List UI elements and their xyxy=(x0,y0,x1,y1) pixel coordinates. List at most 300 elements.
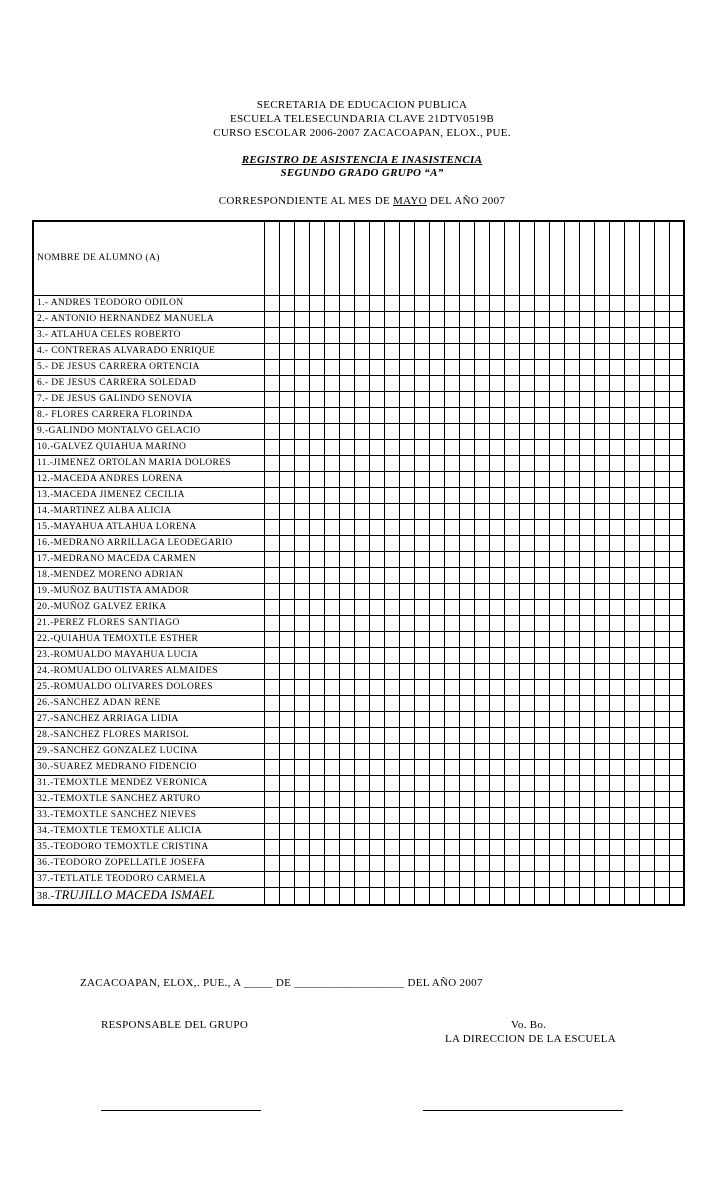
attendance-cell[interactable] xyxy=(279,600,294,616)
attendance-cell[interactable] xyxy=(504,728,519,744)
attendance-cell[interactable] xyxy=(459,408,474,424)
attendance-cell[interactable] xyxy=(309,440,324,456)
attendance-cell[interactable] xyxy=(534,792,549,808)
attendance-cell[interactable] xyxy=(534,600,549,616)
attendance-cell[interactable] xyxy=(399,552,414,568)
attendance-cell[interactable] xyxy=(294,632,309,648)
attendance-cell[interactable] xyxy=(354,360,369,376)
attendance-cell[interactable] xyxy=(384,728,399,744)
attendance-cell[interactable] xyxy=(399,296,414,312)
attendance-cell[interactable] xyxy=(324,680,339,696)
attendance-cell[interactable] xyxy=(354,600,369,616)
attendance-cell[interactable] xyxy=(549,888,564,906)
attendance-cell[interactable] xyxy=(369,728,384,744)
attendance-cell[interactable] xyxy=(519,792,534,808)
attendance-cell[interactable] xyxy=(429,552,444,568)
attendance-cell[interactable] xyxy=(429,856,444,872)
attendance-cell[interactable] xyxy=(339,408,354,424)
attendance-cell[interactable] xyxy=(384,456,399,472)
attendance-cell[interactable] xyxy=(639,856,654,872)
attendance-cell[interactable] xyxy=(414,536,429,552)
attendance-cell[interactable] xyxy=(294,840,309,856)
attendance-cell[interactable] xyxy=(264,760,279,776)
attendance-cell[interactable] xyxy=(594,856,609,872)
attendance-cell[interactable] xyxy=(459,296,474,312)
attendance-cell[interactable] xyxy=(639,408,654,424)
attendance-cell[interactable] xyxy=(294,456,309,472)
attendance-cell[interactable] xyxy=(579,376,594,392)
attendance-cell[interactable] xyxy=(519,776,534,792)
attendance-cell[interactable] xyxy=(624,728,639,744)
attendance-cell[interactable] xyxy=(489,456,504,472)
attendance-cell[interactable] xyxy=(564,440,579,456)
attendance-cell[interactable] xyxy=(549,408,564,424)
attendance-cell[interactable] xyxy=(354,520,369,536)
attendance-cell[interactable] xyxy=(654,600,669,616)
attendance-cell[interactable] xyxy=(624,472,639,488)
attendance-cell[interactable] xyxy=(504,472,519,488)
attendance-cell[interactable] xyxy=(519,296,534,312)
attendance-cell[interactable] xyxy=(294,312,309,328)
attendance-cell[interactable] xyxy=(654,696,669,712)
attendance-cell[interactable] xyxy=(474,408,489,424)
attendance-cell[interactable] xyxy=(654,424,669,440)
attendance-cell[interactable] xyxy=(489,840,504,856)
attendance-cell[interactable] xyxy=(294,680,309,696)
attendance-cell[interactable] xyxy=(549,648,564,664)
attendance-cell[interactable] xyxy=(519,760,534,776)
attendance-cell[interactable] xyxy=(579,792,594,808)
attendance-cell[interactable] xyxy=(354,312,369,328)
attendance-cell[interactable] xyxy=(384,472,399,488)
attendance-cell[interactable] xyxy=(369,712,384,728)
attendance-cell[interactable] xyxy=(474,744,489,760)
attendance-cell[interactable] xyxy=(669,488,684,504)
attendance-cell[interactable] xyxy=(384,584,399,600)
attendance-cell[interactable] xyxy=(324,536,339,552)
attendance-cell[interactable] xyxy=(474,680,489,696)
attendance-cell[interactable] xyxy=(489,824,504,840)
attendance-cell[interactable] xyxy=(564,312,579,328)
attendance-cell[interactable] xyxy=(504,456,519,472)
attendance-cell[interactable] xyxy=(354,552,369,568)
attendance-cell[interactable] xyxy=(294,504,309,520)
attendance-cell[interactable] xyxy=(564,872,579,888)
attendance-cell[interactable] xyxy=(264,520,279,536)
attendance-cell[interactable] xyxy=(474,872,489,888)
attendance-cell[interactable] xyxy=(489,520,504,536)
attendance-cell[interactable] xyxy=(459,536,474,552)
attendance-cell[interactable] xyxy=(654,680,669,696)
attendance-cell[interactable] xyxy=(579,552,594,568)
attendance-cell[interactable] xyxy=(459,440,474,456)
attendance-cell[interactable] xyxy=(639,344,654,360)
attendance-cell[interactable] xyxy=(279,376,294,392)
attendance-cell[interactable] xyxy=(309,296,324,312)
attendance-cell[interactable] xyxy=(519,392,534,408)
attendance-cell[interactable] xyxy=(309,488,324,504)
attendance-cell[interactable] xyxy=(459,712,474,728)
attendance-cell[interactable] xyxy=(324,488,339,504)
attendance-cell[interactable] xyxy=(669,376,684,392)
attendance-cell[interactable] xyxy=(459,472,474,488)
attendance-cell[interactable] xyxy=(564,408,579,424)
attendance-cell[interactable] xyxy=(339,696,354,712)
attendance-cell[interactable] xyxy=(414,744,429,760)
attendance-cell[interactable] xyxy=(594,728,609,744)
attendance-cell[interactable] xyxy=(459,376,474,392)
attendance-cell[interactable] xyxy=(504,888,519,906)
attendance-cell[interactable] xyxy=(594,696,609,712)
attendance-cell[interactable] xyxy=(429,808,444,824)
attendance-cell[interactable] xyxy=(504,600,519,616)
attendance-cell[interactable] xyxy=(549,472,564,488)
attendance-cell[interactable] xyxy=(624,856,639,872)
attendance-cell[interactable] xyxy=(474,792,489,808)
attendance-cell[interactable] xyxy=(594,408,609,424)
attendance-cell[interactable] xyxy=(339,440,354,456)
attendance-cell[interactable] xyxy=(609,856,624,872)
attendance-cell[interactable] xyxy=(564,392,579,408)
attendance-cell[interactable] xyxy=(579,392,594,408)
attendance-cell[interactable] xyxy=(339,536,354,552)
attendance-cell[interactable] xyxy=(369,344,384,360)
attendance-cell[interactable] xyxy=(444,616,459,632)
attendance-cell[interactable] xyxy=(474,376,489,392)
attendance-cell[interactable] xyxy=(354,440,369,456)
attendance-cell[interactable] xyxy=(594,824,609,840)
attendance-cell[interactable] xyxy=(384,744,399,760)
attendance-cell[interactable] xyxy=(339,424,354,440)
attendance-cell[interactable] xyxy=(669,568,684,584)
attendance-cell[interactable] xyxy=(309,616,324,632)
attendance-cell[interactable] xyxy=(324,744,339,760)
attendance-cell[interactable] xyxy=(339,392,354,408)
attendance-cell[interactable] xyxy=(549,360,564,376)
attendance-cell[interactable] xyxy=(534,552,549,568)
attendance-cell[interactable] xyxy=(414,504,429,520)
attendance-cell[interactable] xyxy=(294,744,309,760)
attendance-cell[interactable] xyxy=(474,312,489,328)
attendance-cell[interactable] xyxy=(504,856,519,872)
attendance-cell[interactable] xyxy=(354,408,369,424)
attendance-cell[interactable] xyxy=(339,296,354,312)
attendance-cell[interactable] xyxy=(669,872,684,888)
attendance-cell[interactable] xyxy=(474,696,489,712)
attendance-cell[interactable] xyxy=(459,872,474,888)
attendance-cell[interactable] xyxy=(474,536,489,552)
attendance-cell[interactable] xyxy=(369,568,384,584)
attendance-cell[interactable] xyxy=(429,632,444,648)
attendance-cell[interactable] xyxy=(564,888,579,906)
attendance-cell[interactable] xyxy=(429,648,444,664)
attendance-cell[interactable] xyxy=(399,808,414,824)
attendance-cell[interactable] xyxy=(459,360,474,376)
attendance-cell[interactable] xyxy=(459,760,474,776)
attendance-cell[interactable] xyxy=(369,760,384,776)
attendance-cell[interactable] xyxy=(429,296,444,312)
attendance-cell[interactable] xyxy=(429,536,444,552)
attendance-cell[interactable] xyxy=(639,776,654,792)
attendance-cell[interactable] xyxy=(489,424,504,440)
attendance-cell[interactable] xyxy=(549,424,564,440)
attendance-cell[interactable] xyxy=(369,776,384,792)
attendance-cell[interactable] xyxy=(384,696,399,712)
attendance-cell[interactable] xyxy=(294,536,309,552)
attendance-cell[interactable] xyxy=(264,600,279,616)
attendance-cell[interactable] xyxy=(624,568,639,584)
attendance-cell[interactable] xyxy=(534,648,549,664)
attendance-cell[interactable] xyxy=(489,872,504,888)
attendance-cell[interactable] xyxy=(654,328,669,344)
attendance-cell[interactable] xyxy=(444,696,459,712)
attendance-cell[interactable] xyxy=(489,568,504,584)
attendance-cell[interactable] xyxy=(309,408,324,424)
attendance-cell[interactable] xyxy=(339,632,354,648)
attendance-cell[interactable] xyxy=(519,504,534,520)
attendance-cell[interactable] xyxy=(264,584,279,600)
attendance-cell[interactable] xyxy=(639,504,654,520)
attendance-cell[interactable] xyxy=(474,552,489,568)
attendance-cell[interactable] xyxy=(669,680,684,696)
attendance-cell[interactable] xyxy=(354,824,369,840)
attendance-cell[interactable] xyxy=(264,808,279,824)
attendance-cell[interactable] xyxy=(384,296,399,312)
attendance-cell[interactable] xyxy=(624,392,639,408)
attendance-cell[interactable] xyxy=(369,328,384,344)
attendance-cell[interactable] xyxy=(444,744,459,760)
attendance-cell[interactable] xyxy=(369,536,384,552)
attendance-cell[interactable] xyxy=(639,824,654,840)
attendance-cell[interactable] xyxy=(264,824,279,840)
attendance-cell[interactable] xyxy=(354,456,369,472)
attendance-cell[interactable] xyxy=(489,504,504,520)
attendance-cell[interactable] xyxy=(399,520,414,536)
attendance-cell[interactable] xyxy=(309,696,324,712)
attendance-cell[interactable] xyxy=(444,840,459,856)
attendance-cell[interactable] xyxy=(594,520,609,536)
attendance-cell[interactable] xyxy=(459,856,474,872)
attendance-cell[interactable] xyxy=(339,376,354,392)
attendance-cell[interactable] xyxy=(279,728,294,744)
attendance-cell[interactable] xyxy=(489,808,504,824)
attendance-cell[interactable] xyxy=(669,504,684,520)
attendance-cell[interactable] xyxy=(324,888,339,906)
attendance-cell[interactable] xyxy=(474,840,489,856)
attendance-cell[interactable] xyxy=(264,568,279,584)
attendance-cell[interactable] xyxy=(384,616,399,632)
attendance-cell[interactable] xyxy=(414,600,429,616)
attendance-cell[interactable] xyxy=(489,328,504,344)
attendance-cell[interactable] xyxy=(264,888,279,906)
attendance-cell[interactable] xyxy=(474,424,489,440)
attendance-cell[interactable] xyxy=(504,696,519,712)
attendance-cell[interactable] xyxy=(489,376,504,392)
attendance-cell[interactable] xyxy=(654,296,669,312)
attendance-cell[interactable] xyxy=(414,552,429,568)
attendance-cell[interactable] xyxy=(414,440,429,456)
attendance-cell[interactable] xyxy=(339,504,354,520)
attendance-cell[interactable] xyxy=(369,408,384,424)
attendance-cell[interactable] xyxy=(504,296,519,312)
attendance-cell[interactable] xyxy=(594,888,609,906)
attendance-cell[interactable] xyxy=(654,520,669,536)
attendance-cell[interactable] xyxy=(669,296,684,312)
attendance-cell[interactable] xyxy=(459,744,474,760)
attendance-cell[interactable] xyxy=(549,872,564,888)
attendance-cell[interactable] xyxy=(654,456,669,472)
attendance-cell[interactable] xyxy=(414,664,429,680)
attendance-cell[interactable] xyxy=(309,808,324,824)
attendance-cell[interactable] xyxy=(549,760,564,776)
attendance-cell[interactable] xyxy=(549,584,564,600)
attendance-cell[interactable] xyxy=(399,872,414,888)
attendance-cell[interactable] xyxy=(609,680,624,696)
attendance-cell[interactable] xyxy=(294,520,309,536)
attendance-cell[interactable] xyxy=(309,824,324,840)
attendance-cell[interactable] xyxy=(504,408,519,424)
attendance-cell[interactable] xyxy=(609,888,624,906)
attendance-cell[interactable] xyxy=(414,344,429,360)
attendance-cell[interactable] xyxy=(594,568,609,584)
attendance-cell[interactable] xyxy=(504,360,519,376)
attendance-cell[interactable] xyxy=(324,552,339,568)
attendance-cell[interactable] xyxy=(384,824,399,840)
attendance-cell[interactable] xyxy=(324,728,339,744)
attendance-cell[interactable] xyxy=(384,424,399,440)
attendance-cell[interactable] xyxy=(354,888,369,906)
attendance-cell[interactable] xyxy=(519,536,534,552)
attendance-cell[interactable] xyxy=(309,664,324,680)
attendance-cell[interactable] xyxy=(579,456,594,472)
attendance-cell[interactable] xyxy=(309,536,324,552)
attendance-cell[interactable] xyxy=(279,872,294,888)
attendance-cell[interactable] xyxy=(369,552,384,568)
attendance-cell[interactable] xyxy=(624,776,639,792)
attendance-cell[interactable] xyxy=(504,520,519,536)
attendance-cell[interactable] xyxy=(624,328,639,344)
attendance-cell[interactable] xyxy=(534,824,549,840)
attendance-cell[interactable] xyxy=(639,648,654,664)
attendance-cell[interactable] xyxy=(294,856,309,872)
attendance-cell[interactable] xyxy=(534,376,549,392)
attendance-cell[interactable] xyxy=(414,840,429,856)
attendance-cell[interactable] xyxy=(279,840,294,856)
attendance-cell[interactable] xyxy=(384,328,399,344)
attendance-cell[interactable] xyxy=(309,680,324,696)
attendance-cell[interactable] xyxy=(279,360,294,376)
attendance-cell[interactable] xyxy=(444,808,459,824)
attendance-cell[interactable] xyxy=(474,648,489,664)
attendance-cell[interactable] xyxy=(639,376,654,392)
attendance-cell[interactable] xyxy=(339,328,354,344)
attendance-cell[interactable] xyxy=(594,392,609,408)
attendance-cell[interactable] xyxy=(264,344,279,360)
attendance-cell[interactable] xyxy=(564,328,579,344)
attendance-cell[interactable] xyxy=(369,856,384,872)
attendance-cell[interactable] xyxy=(624,504,639,520)
attendance-cell[interactable] xyxy=(564,760,579,776)
attendance-cell[interactable] xyxy=(639,840,654,856)
attendance-cell[interactable] xyxy=(339,776,354,792)
attendance-cell[interactable] xyxy=(579,504,594,520)
attendance-cell[interactable] xyxy=(294,808,309,824)
attendance-cell[interactable] xyxy=(444,856,459,872)
attendance-cell[interactable] xyxy=(534,616,549,632)
attendance-cell[interactable] xyxy=(444,712,459,728)
attendance-cell[interactable] xyxy=(654,408,669,424)
attendance-cell[interactable] xyxy=(609,792,624,808)
attendance-cell[interactable] xyxy=(489,472,504,488)
attendance-cell[interactable] xyxy=(519,824,534,840)
attendance-cell[interactable] xyxy=(279,344,294,360)
attendance-cell[interactable] xyxy=(429,840,444,856)
attendance-cell[interactable] xyxy=(504,584,519,600)
attendance-cell[interactable] xyxy=(534,744,549,760)
attendance-cell[interactable] xyxy=(369,744,384,760)
attendance-cell[interactable] xyxy=(579,616,594,632)
attendance-cell[interactable] xyxy=(624,552,639,568)
attendance-cell[interactable] xyxy=(519,520,534,536)
attendance-cell[interactable] xyxy=(264,456,279,472)
attendance-cell[interactable] xyxy=(294,552,309,568)
attendance-cell[interactable] xyxy=(264,728,279,744)
attendance-cell[interactable] xyxy=(279,472,294,488)
attendance-cell[interactable] xyxy=(639,664,654,680)
attendance-cell[interactable] xyxy=(339,520,354,536)
attendance-cell[interactable] xyxy=(399,664,414,680)
attendance-cell[interactable] xyxy=(369,600,384,616)
attendance-cell[interactable] xyxy=(474,296,489,312)
attendance-cell[interactable] xyxy=(354,632,369,648)
attendance-cell[interactable] xyxy=(624,440,639,456)
attendance-cell[interactable] xyxy=(489,744,504,760)
attendance-cell[interactable] xyxy=(639,728,654,744)
attendance-cell[interactable] xyxy=(489,856,504,872)
attendance-cell[interactable] xyxy=(354,728,369,744)
attendance-cell[interactable] xyxy=(354,680,369,696)
attendance-cell[interactable] xyxy=(519,360,534,376)
attendance-cell[interactable] xyxy=(579,888,594,906)
attendance-cell[interactable] xyxy=(489,888,504,906)
attendance-cell[interactable] xyxy=(534,296,549,312)
attendance-cell[interactable] xyxy=(384,888,399,906)
attendance-cell[interactable] xyxy=(264,376,279,392)
attendance-cell[interactable] xyxy=(639,552,654,568)
attendance-cell[interactable] xyxy=(519,712,534,728)
attendance-cell[interactable] xyxy=(279,424,294,440)
attendance-cell[interactable] xyxy=(429,360,444,376)
attendance-cell[interactable] xyxy=(609,600,624,616)
attendance-cell[interactable] xyxy=(369,872,384,888)
attendance-cell[interactable] xyxy=(294,440,309,456)
attendance-cell[interactable] xyxy=(369,504,384,520)
attendance-cell[interactable] xyxy=(534,888,549,906)
attendance-cell[interactable] xyxy=(579,296,594,312)
attendance-cell[interactable] xyxy=(564,696,579,712)
attendance-cell[interactable] xyxy=(669,696,684,712)
attendance-cell[interactable] xyxy=(669,392,684,408)
attendance-cell[interactable] xyxy=(534,408,549,424)
attendance-cell[interactable] xyxy=(459,840,474,856)
attendance-cell[interactable] xyxy=(264,696,279,712)
attendance-cell[interactable] xyxy=(489,536,504,552)
attendance-cell[interactable] xyxy=(654,888,669,906)
attendance-cell[interactable] xyxy=(279,536,294,552)
attendance-cell[interactable] xyxy=(504,792,519,808)
attendance-cell[interactable] xyxy=(459,520,474,536)
attendance-cell[interactable] xyxy=(369,520,384,536)
